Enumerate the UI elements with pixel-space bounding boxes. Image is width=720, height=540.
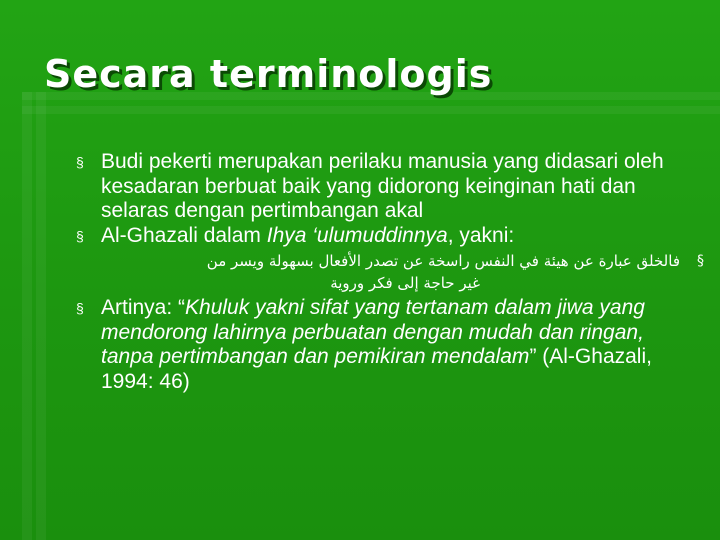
arabic-quote-line-1: فالخلق عبارة عن هيئة في النفس راسخة عن تصدر الأفعال بسهولة ويسر من (206, 252, 680, 270)
slide-content (74, 150, 702, 394)
bullet-icon: § (76, 300, 84, 316)
bullet-item-definition (74, 150, 702, 224)
decorative-stripe (36, 92, 46, 540)
decorative-stripe (22, 92, 32, 540)
slide-title: Secara terminologis (44, 52, 493, 96)
bullet-item-translation (74, 296, 702, 394)
bullet-icon: § (76, 227, 84, 244)
bullet-item-al-ghazali (74, 224, 702, 249)
book-title: Ihya ‘ulumuddinnya (266, 223, 448, 247)
translation-text: Khuluk yakni sifat yang tertanam dalam jiwa yang mendorong lahirnya perbuatan dengan mudah dan ringan, tanpa pertimbangan dan pemikiran mendalam (101, 296, 645, 368)
bullet-icon: § (697, 253, 704, 269)
bullet-icon: § (76, 154, 84, 170)
arabic-quote-line-2: غير حاجة إلى فكر وروية (330, 274, 480, 292)
decorative-stripe (22, 106, 720, 114)
bullet-item-arabic-quote (74, 250, 704, 294)
bullet-text: Budi pekerti merupakan perilaku manusia yang didasari oleh kesadaran berbuat baik yang didorong keinginan hati dan selaras dengan pertimbangan akal (101, 150, 664, 222)
bullet-text-prefix: Artinya: “ (101, 296, 186, 319)
bullet-text-prefix: Al-Ghazali dalam (101, 223, 267, 247)
citation-text: ” (Al-Ghazali, 1994: 46) (101, 345, 652, 393)
bullet-text-suffix: , yakni: (447, 223, 515, 247)
